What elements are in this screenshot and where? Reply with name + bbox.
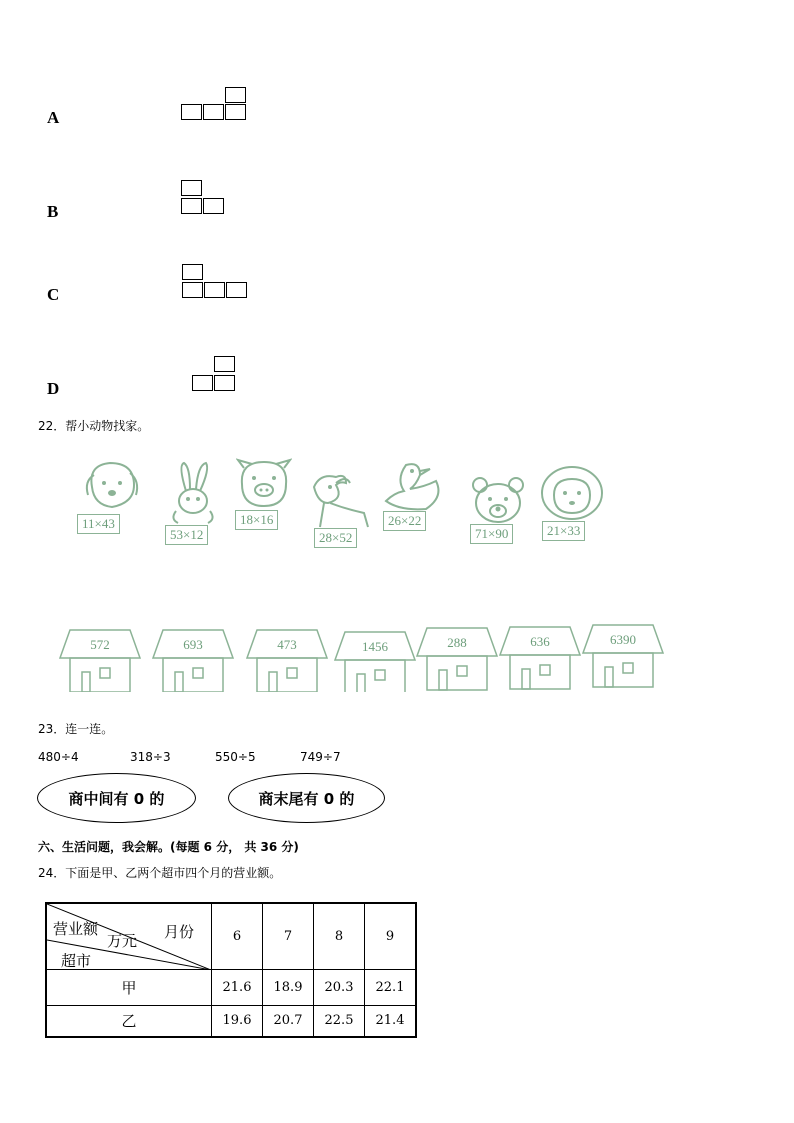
table-cell: 20.3 xyxy=(314,969,365,1005)
month-header: 8 xyxy=(314,903,365,969)
table-cell: 19.6 xyxy=(212,1005,263,1037)
market-name: 乙 xyxy=(46,1005,212,1037)
house-row xyxy=(55,622,675,692)
header-unit-label: 万元 xyxy=(107,932,138,950)
pig-label: 18×16 xyxy=(235,510,278,530)
month-header: 6 xyxy=(212,903,263,969)
header-month-label: 月份 xyxy=(164,923,195,941)
dog-icon xyxy=(82,459,142,515)
house-number: 1456 xyxy=(362,639,388,654)
house-number: 572 xyxy=(90,637,110,652)
ellipse-end-zero: 商末尾有 0 的 xyxy=(228,773,385,823)
house-number: 288 xyxy=(447,635,467,650)
market-name: 甲 xyxy=(46,969,212,1005)
table-cell: 22.1 xyxy=(365,969,417,1005)
dog-label: 11×43 xyxy=(77,514,120,534)
option-d-label: D xyxy=(47,379,60,398)
table-cell: 22.5 xyxy=(314,1005,365,1037)
option-d-figure xyxy=(191,356,241,396)
pig-icon xyxy=(236,458,292,510)
option-b-label: B xyxy=(47,202,59,221)
goat-label: 28×52 xyxy=(314,528,357,548)
option-b-figure xyxy=(180,180,230,218)
house-number: 636 xyxy=(530,634,550,649)
q24-title: 24．下面是甲、乙两个超市四个月的营业额。 xyxy=(38,866,282,880)
bear-label: 71×90 xyxy=(470,524,513,544)
table-cell: 18.9 xyxy=(263,969,314,1005)
q23-expression: 749÷7 xyxy=(300,750,341,764)
option-a-figure xyxy=(180,87,250,125)
table-row xyxy=(46,969,416,1005)
q23-expression: 318÷3 xyxy=(130,750,171,764)
sales-table xyxy=(45,902,417,1038)
table-header-diagonal-cell xyxy=(46,903,212,969)
ellipse-middle-zero: 商中间有 0 的 xyxy=(37,773,196,823)
q23-expression: 550÷5 xyxy=(215,750,256,764)
header-market-label: 超市 xyxy=(61,952,92,970)
option-c-figure xyxy=(181,264,253,302)
q23-title: 23．连一连。 xyxy=(38,722,114,736)
month-header: 7 xyxy=(263,903,314,969)
rabbit-label: 53×12 xyxy=(165,525,208,545)
animal-row xyxy=(60,455,620,555)
month-header: 9 xyxy=(365,903,417,969)
house-number: 473 xyxy=(277,637,297,652)
header-revenue-label: 营业额 xyxy=(53,920,99,938)
monkey-label: 21×33 xyxy=(542,521,585,541)
q22-title: 22．帮小动物找家。 xyxy=(38,419,150,433)
rabbit-icon xyxy=(168,461,218,525)
house-number: 693 xyxy=(183,637,203,652)
duck-icon xyxy=(380,461,448,513)
goat-icon xyxy=(306,469,372,531)
house-number: 6390 xyxy=(610,632,636,647)
duck-label: 26×22 xyxy=(383,511,426,531)
table-cell: 21.4 xyxy=(365,1005,417,1037)
option-c-label: C xyxy=(47,285,60,304)
table-row xyxy=(46,1005,416,1037)
table-cell: 21.6 xyxy=(212,969,263,1005)
monkey-icon xyxy=(540,465,604,521)
table-cell: 20.7 xyxy=(263,1005,314,1037)
section-six-title: 六、生活问题，我会解。(每题 6 分， 共 36 分) xyxy=(38,840,299,854)
option-a-label: A xyxy=(47,108,60,127)
q23-expression: 480÷4 xyxy=(38,750,79,764)
bear-icon xyxy=(470,475,526,525)
